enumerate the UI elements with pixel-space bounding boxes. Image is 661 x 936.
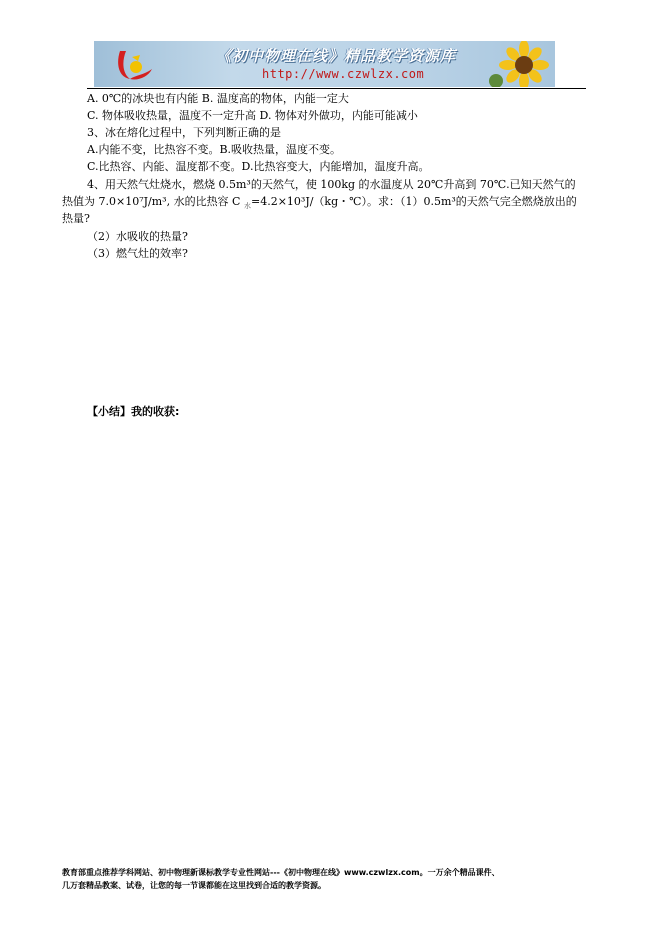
q3-stem: 3、冰在熔化过程中，下列判断正确的是: [87, 126, 281, 139]
site-logo-icon: [114, 47, 154, 83]
q4-line-2-b: =4.2×10³J/（kg・℃）。求：（1）0.5m³的天然气完全燃烧放出的: [250, 195, 577, 208]
q2-options-ab: A. 0℃的冰块也有内能 B. 温度高的物体，内能一定大: [87, 92, 349, 105]
q4-water-subscript: 水: [243, 202, 251, 211]
banner-url[interactable]: http://www.czwlzx.com: [262, 67, 425, 81]
q2-options-cd: C. 物体吸收热量，温度不一定升高 D. 物体对外做功，内能可能减小: [87, 109, 418, 122]
q4-line-2-a: 热值为 7.0×10⁷J/m³, 水的比热容 C: [62, 195, 244, 208]
page-footer: [62, 866, 602, 892]
q4-line-1: 4、用天然气灶烧水，燃烧 0.5m³的天然气，使 100kg 的水温度从 20℃升高到 70℃.已知天然气的: [87, 178, 576, 191]
q4-part-3: （3）燃气灶的效率?: [87, 247, 188, 260]
summary-label: 【小结】我的收获:: [87, 405, 180, 418]
sunflower-icon: [486, 41, 555, 87]
q4-line-2: [62, 195, 577, 209]
footer-line-2: 几万套精品教案、试卷，让您的每一节课都能在这里找到合适的教学资源。: [62, 881, 326, 890]
q3-options-cd: C.比热容、内能、温度都不变。D.比热容变大，内能增加，温度升高。: [87, 160, 430, 173]
footer-line-1: 教育部重点推荐学科网站、初中物理新课标教学专业性网站---《初中物理在线》www.czwlzx.com。一万余个精品课件、: [62, 868, 500, 877]
q4-part-2: （2）水吸收的热量?: [87, 230, 188, 243]
q4-line-3: 热量?: [62, 212, 90, 225]
banner-title: 《初中物理在线》精品教学资源库: [216, 47, 457, 65]
header-banner: [94, 41, 555, 87]
q3-options-ab: A.内能不变，比热容不变。B.吸收热量，温度不变。: [87, 143, 342, 156]
header-rule: [87, 88, 586, 89]
